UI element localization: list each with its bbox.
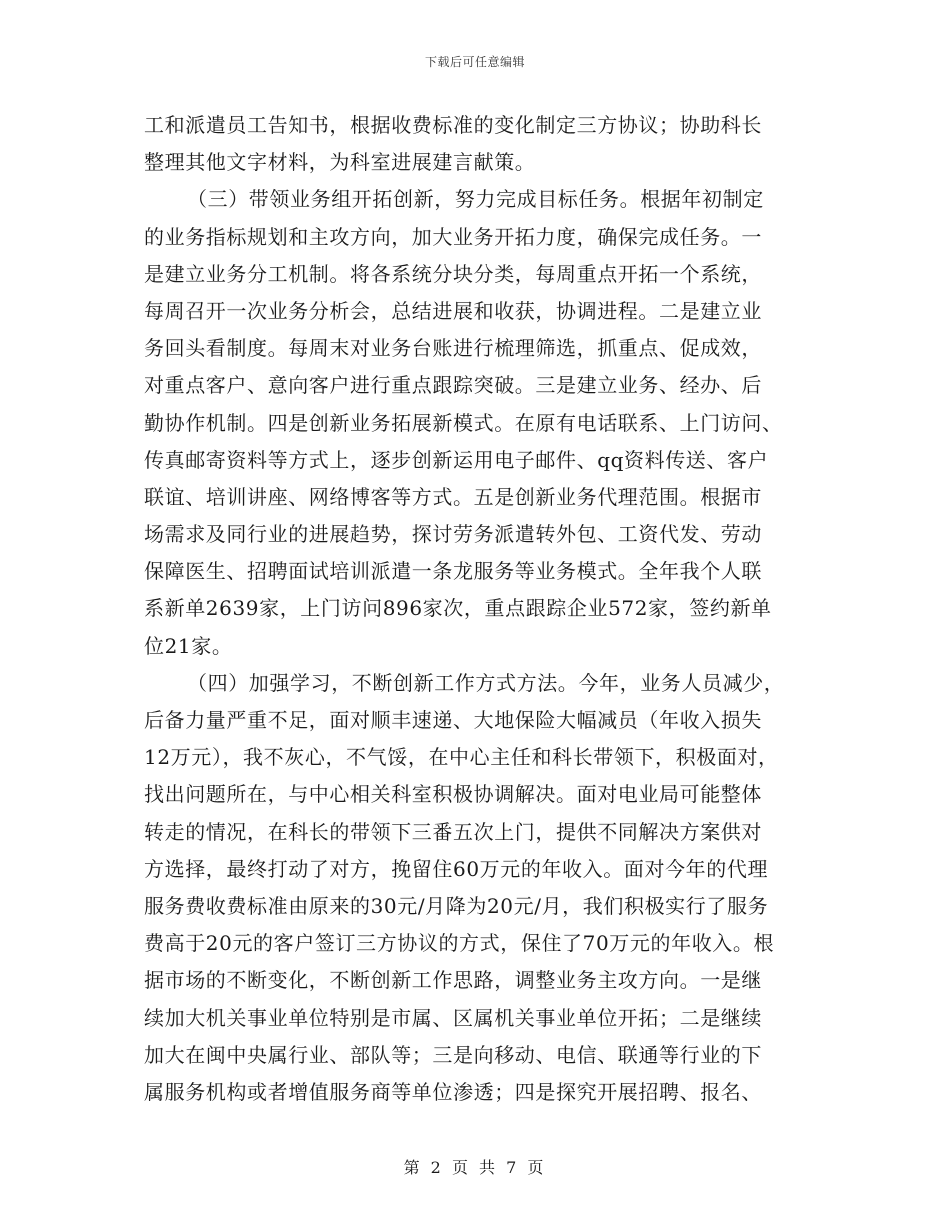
text-line: 12万元），我不灰心，不气馁，在中心主任和科长带领下，积极面对，	[144, 745, 779, 770]
text-line: 务回头看制度。每周末对业务台账进行梳理筛选，抓重点、促成效，	[144, 336, 762, 361]
text-line: 是建立业务分工机制。将各系统分块分类，每周重点开拓一个系统，	[144, 261, 762, 286]
text-line: 工和派遣员工告知书，根据收费标准的变化制定三方协议；协助科长	[144, 113, 762, 137]
text-line: 整理其他文字材料，为科室进展建言献策。	[144, 150, 536, 175]
paragraph-start-line: （四）加强学习，不断创新工作方式方法。今年，业务人员减少，	[187, 670, 785, 695]
text-line: 转走的情况，在科长的带领下三番五次上门，提供不同解决方案供对	[144, 819, 762, 844]
text-line: 场需求及同行业的进展趋势，探讨劳务派遣转外包、工资代发、劳动	[144, 522, 762, 547]
text-line: 据市场的不断变化，不断创新工作思路，调整业务主攻方向。一是继	[144, 968, 762, 993]
text-line: 对重点客户、意向客户进行重点跟踪突破。三是建立业务、经办、后	[144, 373, 762, 398]
text-line: 联谊、培训讲座、网络博客等方式。五是创新业务代理范围。根据市	[144, 484, 762, 509]
text-line: 传真邮寄资料等方式上，逐步创新运用电子邮件、qq资料传送、客户	[144, 447, 769, 472]
body-text	[144, 107, 812, 1111]
text-line: 后备力量严重不足，面对顺丰速递、大地保险大幅减员（年收入损失	[144, 708, 762, 732]
text-line: 每周召开一次业务分析会，总结进展和收获，协调进程。二是建立业	[144, 298, 762, 323]
text-line: 找出问题所在，与中心相关科室积极协调解决。面对电业局可能整体	[144, 782, 762, 807]
text-line: 保障医生、招聘面试培训派遣一条龙服务等业务模式。全年我个人联	[144, 559, 762, 584]
text-line: 位21家。	[144, 633, 233, 658]
text-line: 方选择，最终打动了对方，挽留住60万元的年收入。面对今年的代理	[144, 856, 769, 881]
text-line: 系新单2639家，上门访问896家次，重点跟踪企业572家，签约新单	[144, 596, 772, 621]
header-note: 下载后可任意编辑	[424, 55, 525, 69]
text-line: 属服务机构或者增值服务商等单位渗透；四是探究开展招聘、报名、	[144, 1079, 762, 1104]
page-number: 第 2 页 共 7 页	[403, 1158, 547, 1177]
paragraph-start-line: （三）带领业务组开拓创新，努力完成目标任务。根据年初制定	[187, 187, 764, 212]
text-line: 勤协作机制。四是创新业务拓展新模式。在原有电话联系、上门访问、	[144, 410, 783, 435]
text-line: 的业务指标规划和主攻方向，加大业务开拓力度，确保完成任务。一	[144, 224, 762, 249]
text-line: 续加大机关事业单位特别是市属、区属机关事业单位开拓；二是继续	[144, 1005, 762, 1030]
text-line: 费高于20元的客户签订三方协议的方式，保住了70万元的年收入。根	[144, 931, 775, 956]
text-line: 加大在闽中央属行业、部队等；三是向移动、电信、联通等行业的下	[144, 1042, 762, 1067]
text-line: 服务费收费标准由原来的30元/月降为20元/月，我们积极实行了服务	[144, 893, 769, 918]
